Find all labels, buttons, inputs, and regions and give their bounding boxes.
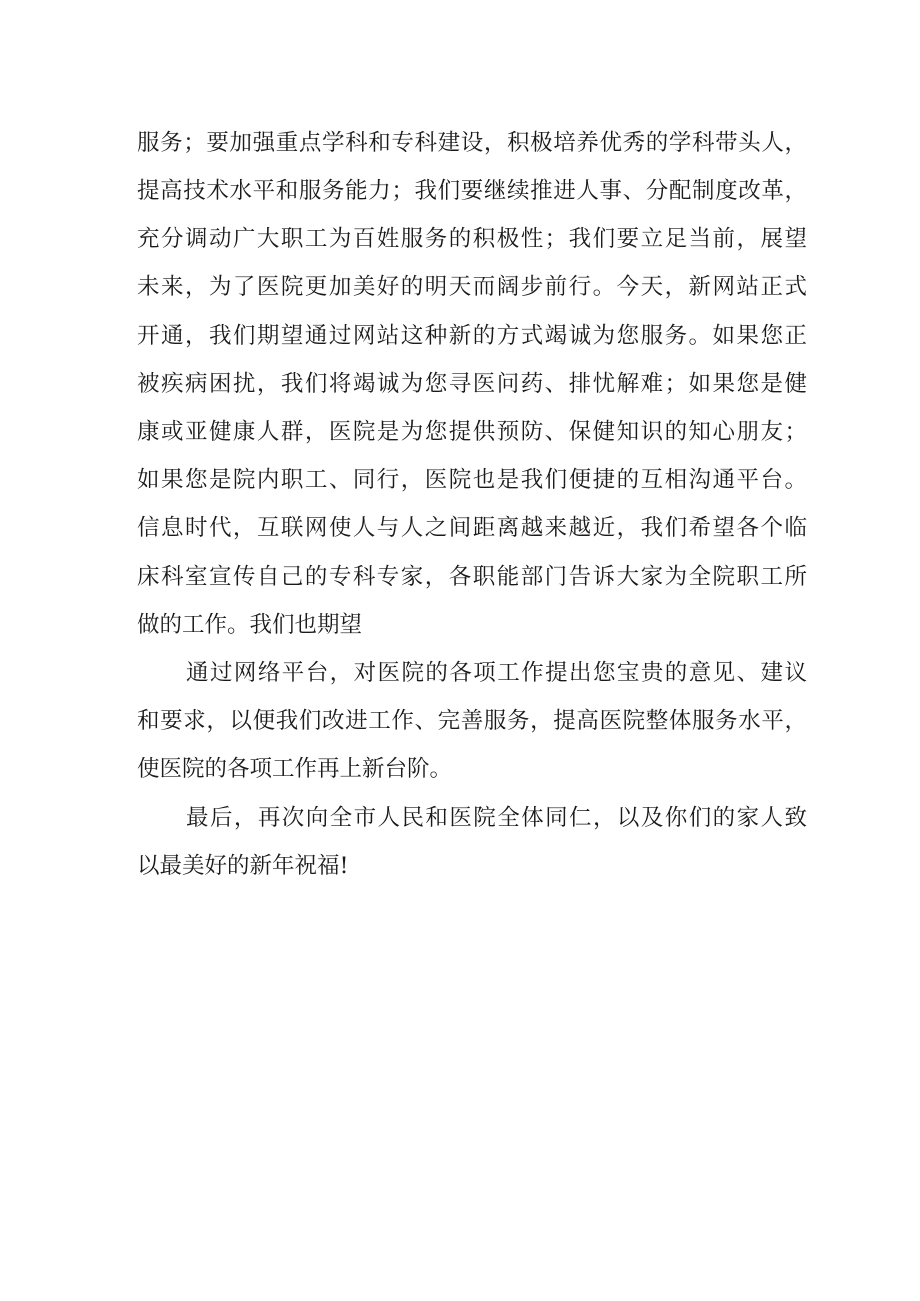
paragraph-line: 使医院的各项工作再上新台阶。 (137, 756, 453, 782)
paragraph-line: 未来，为了医院更加美好的明天而阔步前行。今天，新网站正式 (137, 274, 807, 300)
paragraph-line: 信息时代，互联网使人与人之间距离越来越近，我们希望各个临 (137, 515, 807, 541)
paragraph-line: 床科室宣传自己的专科专家，各职能部门告诉大家为全院职工所 (137, 564, 807, 590)
paragraph-line: 做的工作。我们也期望 (137, 612, 363, 638)
paragraph-line: 最后，再次向全市人民和医院全体同仁，以及你们的家人致 (186, 805, 807, 831)
paragraph-line: 和要求，以便我们改进工作、完善服务，提高医院整体服务水平， (137, 708, 807, 734)
paragraph-line: 开通，我们期望通过网站这种新的方式竭诚为您服务。如果您正 (137, 323, 807, 349)
paragraph-line: 被疾病困扰，我们将竭诚为您寻医问药、排忧解难；如果您是健 (137, 371, 807, 397)
paragraph-line: 充分调动广大职工为百姓服务的积极性；我们要立足当前，展望 (137, 226, 807, 252)
paragraph-line: 以最美好的新年祝福! (137, 853, 349, 879)
paragraph-line: 康或亚健康人群，医院是为您提供预防、保健知识的知心朋友； (137, 419, 807, 445)
paragraph-line: 提高技术水平和服务能力；我们要继续推进人事、分配制度改革， (137, 178, 807, 204)
paragraph-line: 如果您是院内职工、同行，医院也是我们便捷的互相沟通平台。 (137, 467, 807, 493)
paragraph-line: 通过网络平台，对医院的各项工作提出您宝贵的意见、建议 (186, 660, 807, 686)
paragraph-line: 服务；要加强重点学科和专科建设，积极培养优秀的学科带头人， (137, 130, 807, 156)
